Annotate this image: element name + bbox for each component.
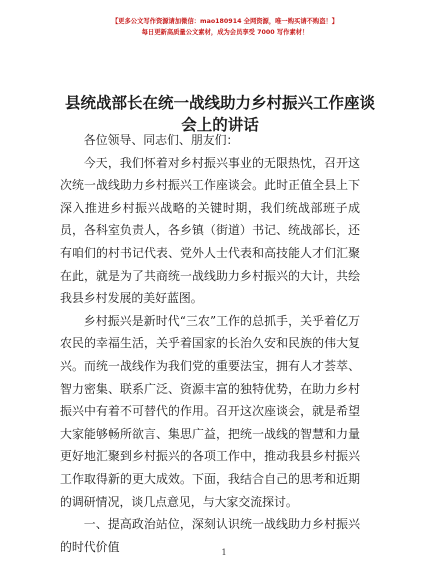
document-body bbox=[60, 129, 360, 558]
title-line-2: 会上的讲话 bbox=[181, 115, 259, 134]
promo-banner-line2: 每日更新高质量公文素材，成为会员享受 7000 写作素材！ bbox=[141, 29, 309, 36]
title-line-1: 县统战部长在统一战线助力乡村振兴工作座谈 bbox=[64, 93, 375, 112]
page-number: 1 bbox=[221, 548, 227, 557]
paragraph-significance: 乡村振兴是新时代“三农”工作的总抓手，关乎着亿万农民的幸福生活，关乎着国家的长治久安和民族的伟大复兴。而统一战线作为我们党的重要法宝，拥有人才荟萃、智力密集、联系广泛、资源丰富的独特优势，在助力乡村振兴中有着不可替代的作用。召开这次座谈会，就是希望大家能够畅所欲言、集思广益，把统一战线的智慧和力量更好地汇聚到乡村振兴的各项工作中，推动我县乡村振兴工作取得新的更大成效。下面，我结合自己的思考和近期的调研情况，谈几点意见，与大家交流探讨。 bbox=[60, 313, 360, 509]
promo-banner-line1: 【更多公文写作资源请加微信：mao180914 全网资源，唯一购买请不购盗！】 bbox=[111, 18, 339, 25]
promo-banner bbox=[100, 16, 350, 38]
greeting: 各位领导、同志们、朋友们： bbox=[83, 133, 239, 147]
paragraph-opening: 今天，我们怀着对乡村振兴事业的无限热忱，召开这次统一战线助力乡村振兴工作座谈会。此时正值全县上下深入推进乡村振兴战略的关键时期，我们统战部班子成员，各科室负责人，各乡镇（街道）书记、统战部长，还有咱们的村书记代表、党外人士代表和高技能人才们汇聚在此，就是为了共商统一战线助力乡村振兴的大计，共绘我县乡村发展的美好蓝图。 bbox=[60, 155, 360, 306]
section-heading-1: 一、提高政治站位，深刻认识统一战线助力乡村振兴的时代价值 bbox=[60, 517, 360, 554]
